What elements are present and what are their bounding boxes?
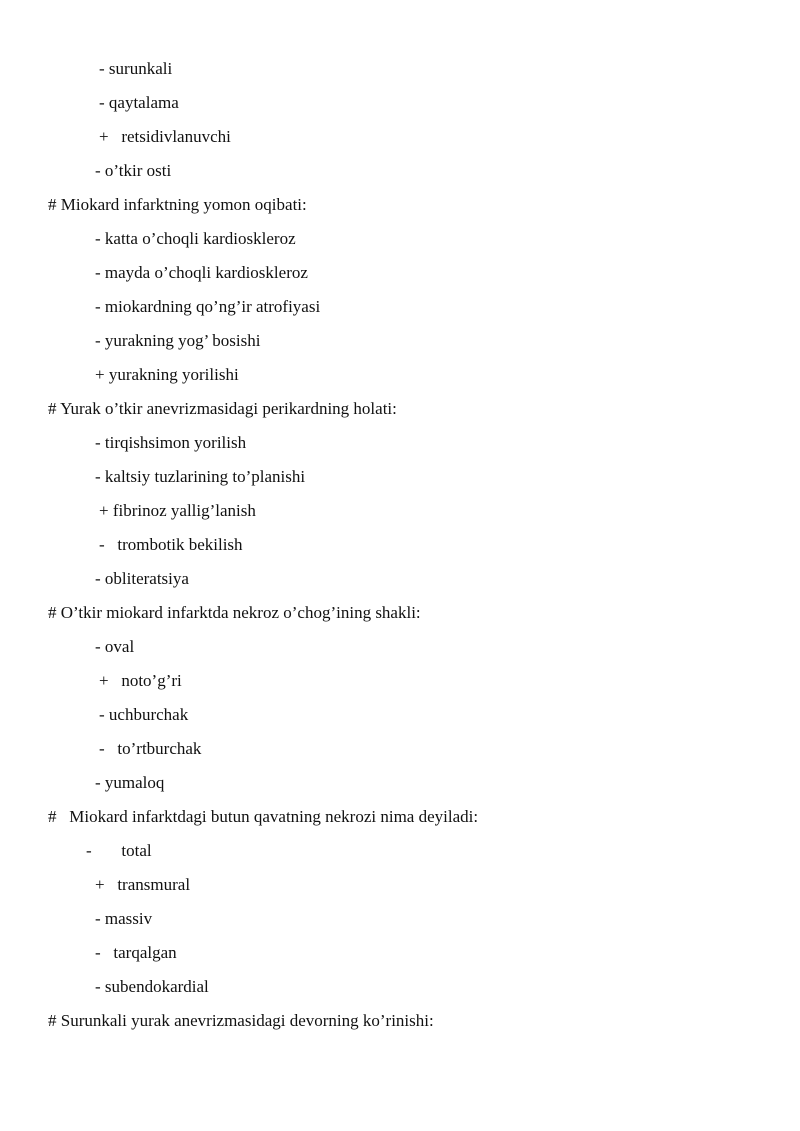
question-heading: # Surunkali yurak anevrizmasidagi devorning ko’rinishi: (48, 1011, 434, 1030)
answer-option: - mayda o’choqli kardioskleroz (95, 263, 308, 282)
question-heading: # Miokard infarktdagi butun qavatning nekrozi nima deyiladi: (48, 807, 479, 826)
answer-option: - yumaloq (95, 773, 165, 792)
answer-option: - uchburchak (99, 705, 189, 724)
correct-answer-option: + noto’g’ri (99, 671, 182, 690)
answer-option: - surunkali (99, 59, 173, 78)
answer-option: - total (86, 841, 152, 860)
answer-option: - oval (95, 637, 135, 656)
answer-option: - subendokardial (95, 977, 209, 996)
correct-answer-option: + transmural (95, 875, 191, 894)
answer-option: - trombotik bekilish (99, 535, 243, 554)
answer-option: - obliteratsiya (95, 569, 189, 588)
answer-option: - qaytalama (99, 93, 179, 112)
correct-answer-option: + retsidivlanuvchi (99, 127, 231, 146)
answer-option: - to’rtburchak (99, 739, 202, 758)
question-heading: # Yurak o’tkir anevrizmasidagi perikardning holati: (48, 399, 397, 418)
answer-option: - miokardning qo’ng’ir atrofiyasi (95, 297, 321, 316)
answer-option: - yurakning yog’ bosishi (95, 331, 261, 350)
question-heading: # Miokard infarktning yomon oqibati: (48, 195, 307, 214)
correct-answer-option: + fibrinoz yallig’lanish (99, 501, 256, 520)
correct-answer-option: + yurakning yorilishi (95, 365, 239, 384)
answer-option: - tarqalgan (95, 943, 177, 962)
answer-option: - massiv (95, 909, 153, 928)
answer-option: - o’tkir osti (95, 161, 172, 180)
answer-option: - tirqishsimon yorilish (95, 433, 247, 452)
answer-option: - katta o’choqli kardioskleroz (95, 229, 296, 248)
question-heading: # O’tkir miokard infarktda nekroz o’chog’ining shakli: (48, 603, 421, 622)
answer-option: - kaltsiy tuzlarining to’planishi (95, 467, 306, 486)
